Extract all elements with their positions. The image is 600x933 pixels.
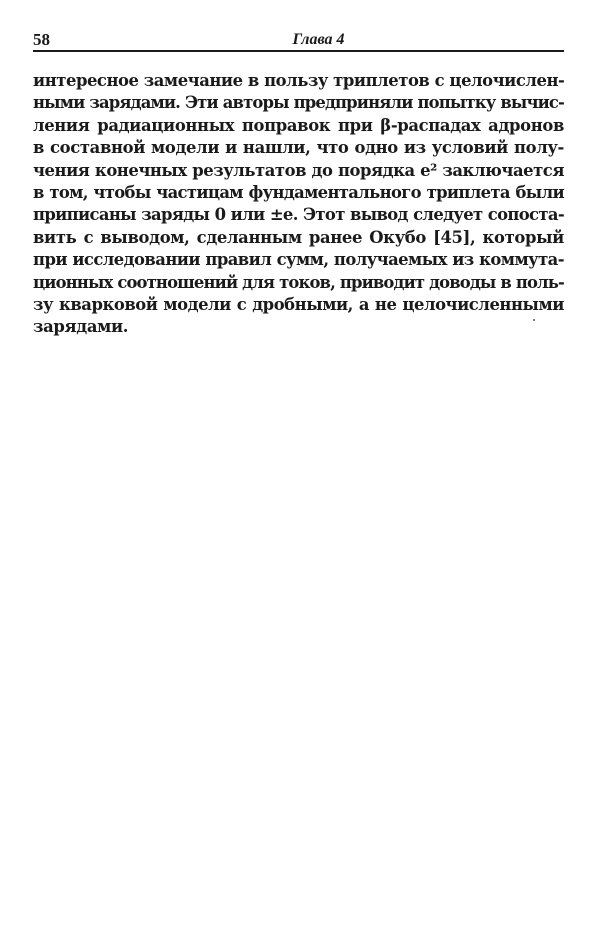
text-line: приписаны заряды 0 или ±e. Этот вывод следует сопоста-	[33, 205, 564, 225]
chapter-title: Глава 4	[292, 31, 345, 48]
text-line: ления радиационных поправок при β-распадах адронов	[33, 115, 564, 135]
text-line: ными зарядами. Эти авторы предприняли попытку вычис-	[33, 93, 564, 113]
text-line: зарядами.	[33, 317, 129, 337]
text-line: чения конечных результатов до порядка e² заключается	[33, 160, 564, 180]
text-line: при исследовании правил сумм, получаемых из коммута-	[33, 250, 564, 270]
text-line: интересное замечание в пользу триплетов с целочислен-	[33, 71, 565, 90]
body-paragraph	[33, 70, 564, 339]
running-head	[33, 30, 564, 50]
text-line: зу кварковой модели с дробными, а не целочисленными	[33, 295, 564, 315]
print-speck	[533, 319, 535, 321]
text-line: в составной модели и нашли, что одно из условий полу-	[33, 138, 564, 158]
text-line: ционных соотношений для токов, приводит доводы в поль-	[33, 272, 564, 292]
text-line: в том, чтобы частицам фундаментального триплета были	[33, 183, 564, 203]
text-line: вить с выводом, сделанным ранее Окубо [45], который	[33, 227, 564, 247]
header-rule	[33, 50, 564, 52]
page-number: 58	[33, 30, 50, 49]
